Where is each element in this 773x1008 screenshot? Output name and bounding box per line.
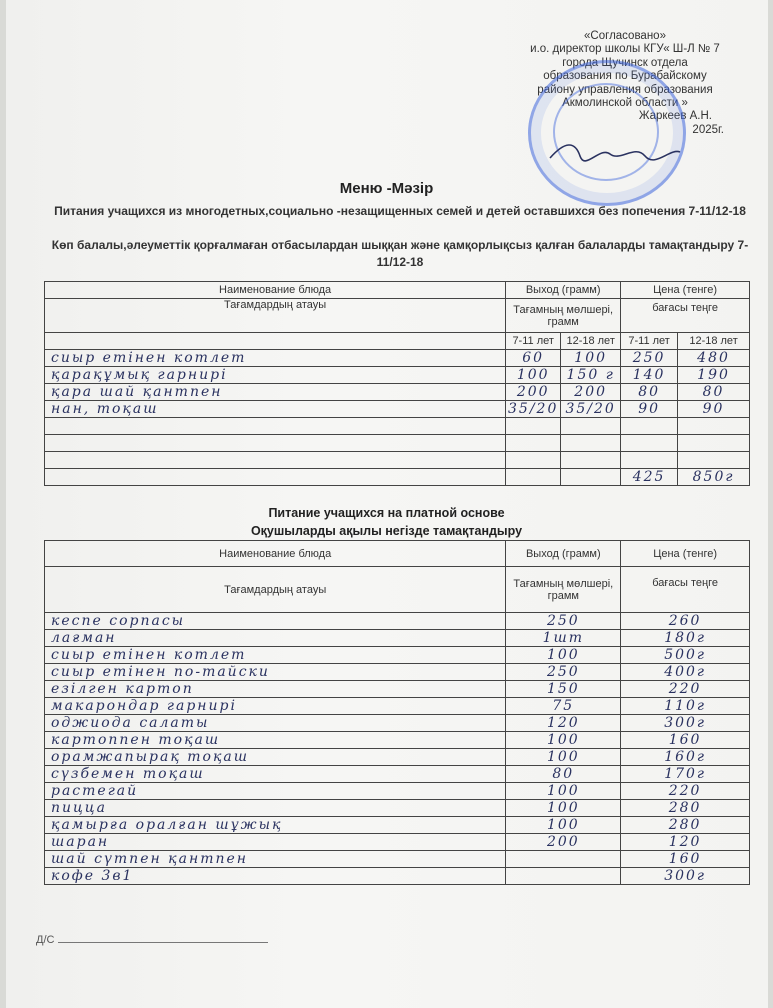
output-value: 100 bbox=[506, 732, 621, 749]
price-12-18: 90 bbox=[678, 401, 750, 418]
table-row bbox=[45, 647, 750, 664]
dish-name: шаран bbox=[45, 834, 506, 851]
dish-name: нан, тоқаш bbox=[45, 401, 506, 418]
header-name-kz: Тағамдардың атауы bbox=[45, 567, 506, 613]
price-value: 110г bbox=[621, 698, 750, 715]
footer-label: Д/С bbox=[36, 934, 55, 946]
table-row-empty bbox=[45, 452, 750, 469]
price-value: 280 bbox=[621, 800, 750, 817]
price-value: 160 bbox=[621, 732, 750, 749]
header-price-ru: Цена (тенге) bbox=[621, 282, 750, 299]
dish-name: қара шай қантпен bbox=[45, 384, 506, 401]
signature-underline bbox=[58, 932, 268, 943]
output-value: 150 bbox=[506, 681, 621, 698]
dish-name: сиыр етінен по-тайски bbox=[45, 664, 506, 681]
approval-line: города Щучинск отдела bbox=[562, 56, 688, 69]
output-value: 250 bbox=[506, 613, 621, 630]
output-value: 100 bbox=[506, 647, 621, 664]
table-row bbox=[45, 401, 750, 418]
output-value: 250 bbox=[506, 664, 621, 681]
dish-name: сиыр етінен котлет bbox=[45, 647, 506, 664]
approval-line: «Согласовано» bbox=[584, 30, 666, 42]
table-row bbox=[45, 613, 750, 630]
approval-line: и.о. директор школы КГУ« Ш-Л № 7 bbox=[530, 43, 720, 56]
price-value: 120 bbox=[621, 834, 750, 851]
header-price-ru: Цена (тенге) bbox=[621, 541, 750, 567]
price-7-11: 250 bbox=[621, 350, 678, 367]
header-output-kz: Тағамның мөлшері, грамм bbox=[506, 299, 621, 333]
header-price-kz: бағасы теңге bbox=[621, 567, 750, 613]
table-row bbox=[45, 630, 750, 647]
dish-name: шай сүтпен қантпен bbox=[45, 851, 506, 868]
dish-name: растегай bbox=[45, 783, 506, 800]
table-row bbox=[45, 732, 750, 749]
price-value: 160 bbox=[621, 851, 750, 868]
header-output-ru: Выход (грамм) bbox=[506, 282, 621, 299]
price-value: 160г bbox=[621, 749, 750, 766]
output-7-11: 100 bbox=[506, 367, 561, 384]
table-row bbox=[45, 851, 750, 868]
table-row bbox=[45, 834, 750, 851]
section2-title: Питание учащихся на платной основе bbox=[268, 506, 505, 520]
section2-subtitle: Оқушыларды ақылы негізде тамақтандыру bbox=[250, 524, 523, 538]
footer-signature-line bbox=[36, 932, 268, 946]
dish-name: сиыр етінен котлет bbox=[45, 350, 506, 367]
header-age-7-11: 7-11 лет bbox=[621, 333, 678, 350]
table-row-empty bbox=[45, 435, 750, 452]
dish-name: картоппен тоқаш bbox=[45, 732, 506, 749]
table-row bbox=[45, 817, 750, 834]
header-name-ru: Наименование блюда bbox=[45, 282, 506, 299]
price-value: 300г bbox=[621, 868, 750, 885]
header-age-12-18: 12-18 лет bbox=[561, 333, 621, 350]
approval-line: образования по Бурабайскому bbox=[543, 70, 707, 83]
subtitle-kz: Көп балалы,әлеуметтік қорғалмаған отбасылардан шыққан және қамқорлықсыз қалған балаларды тамақтандыру 7-11/12-18 bbox=[51, 238, 749, 269]
price-7-11: 90 bbox=[621, 401, 678, 418]
price-value: 180г bbox=[621, 630, 750, 647]
table-row bbox=[45, 766, 750, 783]
price-12-18: 80 bbox=[678, 384, 750, 401]
output-value: 100 bbox=[506, 783, 621, 800]
output-value: 1шт bbox=[506, 630, 621, 647]
output-12-18: 100 bbox=[561, 350, 621, 367]
output-value: 100 bbox=[506, 800, 621, 817]
dish-name: сүзбемен тоқаш bbox=[45, 766, 506, 783]
output-value bbox=[506, 868, 621, 885]
output-value: 100 bbox=[506, 817, 621, 834]
blank-cell bbox=[45, 333, 506, 350]
header-name-kz: Тағамдардың атауы bbox=[45, 299, 506, 333]
output-7-11: 60 bbox=[506, 350, 561, 367]
price-value: 400г bbox=[621, 664, 750, 681]
dish-name: езілген картоп bbox=[45, 681, 506, 698]
dish-name: кеспе сорпасы bbox=[45, 613, 506, 630]
dish-name: макарондар гарнирі bbox=[45, 698, 506, 715]
table-row bbox=[45, 681, 750, 698]
output-7-11: 200 bbox=[506, 384, 561, 401]
price-value: 500г bbox=[621, 647, 750, 664]
table-row bbox=[45, 367, 750, 384]
price-12-18: 480 bbox=[678, 350, 750, 367]
page-title: Меню -Мәзір bbox=[339, 180, 434, 197]
price-7-11: 140 bbox=[621, 367, 678, 384]
dish-name: орамжапырақ тоқаш bbox=[45, 749, 506, 766]
table-row-empty bbox=[45, 418, 750, 435]
price-value: 220 bbox=[621, 681, 750, 698]
table-row bbox=[45, 800, 750, 817]
header-output-kz: Тағамның мөлшері, грамм bbox=[506, 567, 621, 613]
menu-table-paid bbox=[44, 540, 750, 885]
table-row-total bbox=[45, 469, 750, 486]
dish-name: кофе 3в1 bbox=[45, 868, 506, 885]
output-value: 120 bbox=[506, 715, 621, 732]
output-7-11: 35/20 bbox=[506, 401, 561, 418]
table-row bbox=[45, 664, 750, 681]
price-value: 300г bbox=[621, 715, 750, 732]
table-row bbox=[45, 350, 750, 367]
dish-name: оджиода салаты bbox=[45, 715, 506, 732]
subtitle-ru: Питания учащихся из многодетных,социально -незащищенных семей и детей оставшихся без попечения 7-11/12-18 bbox=[54, 204, 746, 218]
table-row bbox=[45, 384, 750, 401]
price-7-11: 80 bbox=[621, 384, 678, 401]
dish-name: пицца bbox=[45, 800, 506, 817]
header-age-7-11: 7-11 лет bbox=[506, 333, 561, 350]
menu-table-subsidized bbox=[44, 281, 750, 486]
header-price-kz: бағасы теңге bbox=[621, 299, 750, 333]
price-value: 260 bbox=[621, 613, 750, 630]
approval-line: Акмолинской области » bbox=[562, 97, 688, 110]
output-value: 100 bbox=[506, 749, 621, 766]
price-12-18: 190 bbox=[678, 367, 750, 384]
stamp-inner-ring bbox=[553, 83, 659, 181]
table-row bbox=[45, 749, 750, 766]
output-value: 200 bbox=[506, 834, 621, 851]
approval-line: 2025г. bbox=[692, 123, 724, 136]
header-name-ru: Наименование блюда bbox=[45, 541, 506, 567]
total-12-18: 850г bbox=[678, 469, 750, 486]
table-row bbox=[45, 715, 750, 732]
table-row bbox=[45, 698, 750, 715]
price-value: 280 bbox=[621, 817, 750, 834]
output-12-18: 200 bbox=[561, 384, 621, 401]
output-12-18: 35/20 bbox=[561, 401, 621, 418]
price-value: 170г bbox=[621, 766, 750, 783]
header-output-ru: Выход (грамм) bbox=[506, 541, 621, 567]
table-row bbox=[45, 783, 750, 800]
dish-name: лағман bbox=[45, 630, 506, 647]
output-value: 80 bbox=[506, 766, 621, 783]
price-value: 220 bbox=[621, 783, 750, 800]
table-row bbox=[45, 868, 750, 885]
director-signature bbox=[545, 136, 685, 166]
output-value bbox=[506, 851, 621, 868]
output-value: 75 bbox=[506, 698, 621, 715]
dish-name: қамырға оралған шұжық bbox=[45, 817, 506, 834]
output-12-18: 150 г bbox=[561, 367, 621, 384]
approval-line: Жаркеев А.Н. bbox=[638, 110, 712, 123]
header-age-12-18: 12-18 лет bbox=[678, 333, 750, 350]
total-7-11: 425 bbox=[621, 469, 678, 486]
dish-name: қарақұмық гарнирі bbox=[45, 367, 506, 384]
approval-line: району управления образования bbox=[537, 83, 713, 96]
